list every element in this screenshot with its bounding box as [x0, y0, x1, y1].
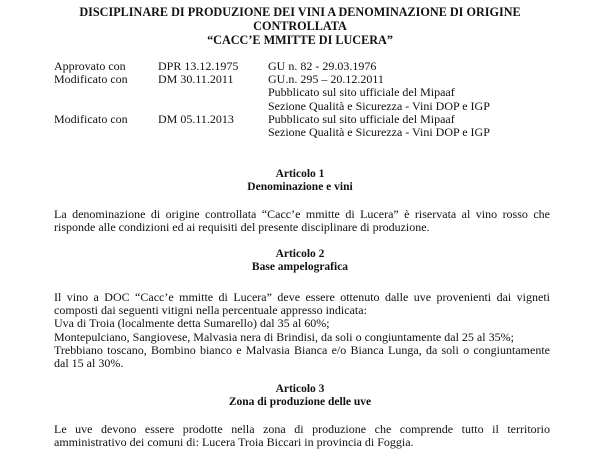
approval-decree: DPR 13.12.1975	[158, 59, 239, 73]
paragraph-line: Il vino a DOC “Cacc’e mmitte di Lucera” deve essere ottenuto dalle uve provenienti dai vigneti	[54, 290, 550, 304]
approval-label: Modificato con	[54, 72, 128, 87]
article-title: Denominazione e vini	[247, 181, 353, 193]
article-1-heading	[40, 168, 560, 194]
paragraph-line: Montepulciano, Sangiovese, Malvasia nera di Brindisi, da soli o congiuntamente dal 25 al 35%;	[54, 329, 514, 344]
article-title: Zona di produzione delle uve	[228, 396, 372, 408]
article-number: Articolo 3	[275, 383, 325, 395]
paragraph-line: Uva di Troia (localmente detta Sumarello) dal 35 al 60%;	[54, 316, 330, 331]
approval-label: Approvato con	[54, 59, 126, 73]
publication-line: Sezione Qualità e Sicurezza - Vini DOP e IGP	[268, 98, 490, 113]
article-3-heading	[40, 383, 560, 409]
paragraph-line: Le uve devono essere prodotte nella zona di produzione che comprende tutto il territorio	[54, 422, 550, 436]
approval-decree: DM 05.11.2013	[158, 111, 234, 126]
title-line: DISCIPLINARE DI PRODUZIONE DEI VINI A DENOMINAZIONE DI ORIGINE	[79, 5, 521, 19]
approval-publication	[268, 113, 490, 139]
approval-row	[54, 73, 490, 113]
article-number: Articolo 2	[275, 248, 325, 260]
article-2-text	[54, 291, 550, 370]
paragraph-line: risponde alle condizioni ed ai requisiti del presente disciplinare di produzione.	[54, 220, 430, 235]
title-line: CONTROLLATA	[253, 19, 347, 33]
article-2-heading	[40, 248, 560, 274]
publication-line: Pubblicato sul sito ufficiale del Mipaaf	[268, 111, 455, 126]
article-3-text	[54, 423, 550, 449]
article-number: Articolo 1	[275, 168, 325, 180]
approval-decree: DM 30.11.2011	[158, 72, 234, 87]
title-line: “CACC’E MMITTE DI LUCERA”	[207, 33, 393, 47]
paragraph-line: Trebbiano toscano, Bombino bianco e Malvasia Bianca e/o Bianca Lunga, da soli o congiuntamente	[54, 342, 550, 357]
paragraph-line: amministrativo dei comuni di: Lucera Troia Biccari in provincia di Foggia.	[54, 435, 414, 450]
article-1-text	[54, 208, 550, 234]
approval-history	[54, 60, 490, 139]
publication-line: GU n. 82 - 29.03.1976	[268, 59, 377, 73]
paragraph-line: composti dai seguenti vitigni nella percentuale appresso indicata:	[54, 303, 367, 318]
publication-line: Pubblicato sul sito ufficiale del Mipaaf	[268, 85, 455, 100]
approval-publication	[268, 73, 490, 113]
article-title: Base ampelografica	[251, 261, 349, 273]
document-title	[40, 5, 560, 47]
publication-line: GU.n. 295 – 20.12.2011	[268, 72, 384, 87]
approval-label: Modificato con	[54, 111, 128, 126]
approval-row	[54, 113, 490, 139]
publication-line: Sezione Qualità e Sicurezza - Vini DOP e IGP	[268, 125, 490, 140]
paragraph-line: dal 15 al 30%.	[54, 356, 124, 371]
paragraph-line: La denominazione di origine controllata “Cacc’e mmitte di Lucera” è riservata al vino rosso che	[54, 207, 550, 221]
